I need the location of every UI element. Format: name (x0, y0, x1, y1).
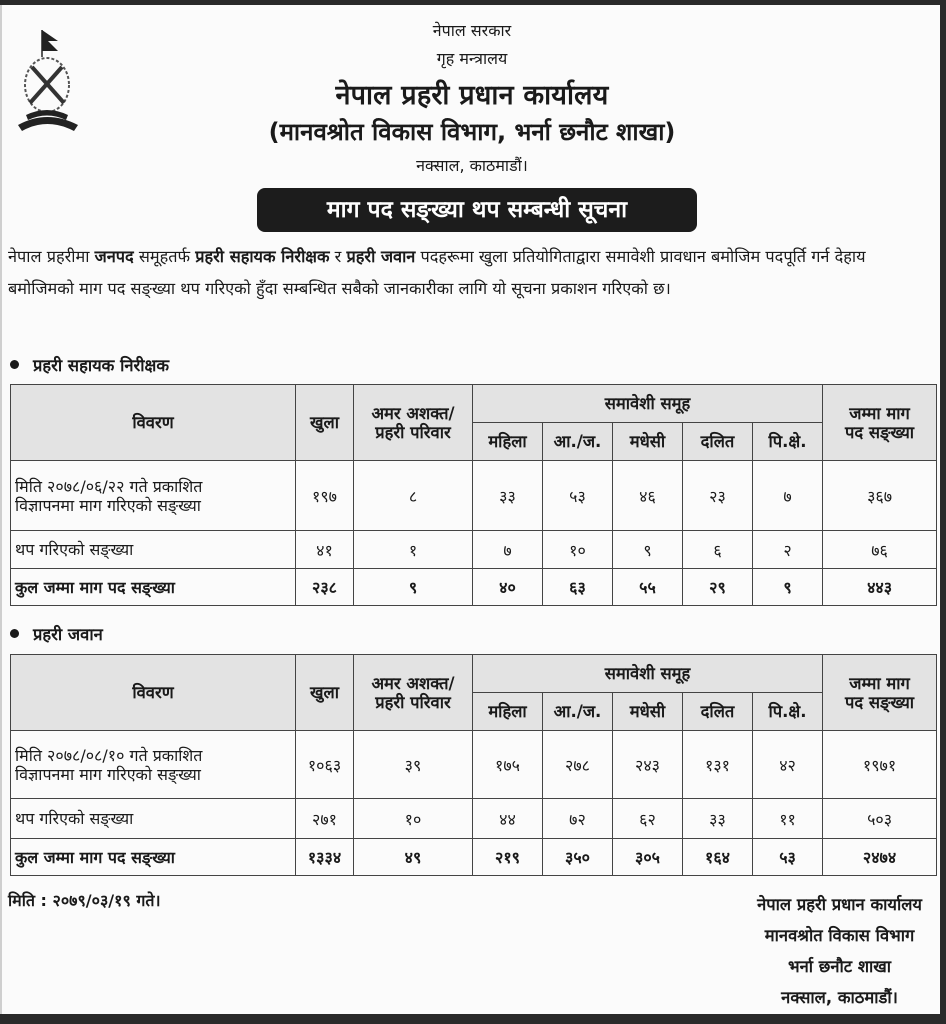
cell-backward-region: ११ (753, 799, 823, 839)
row-description-line1: मिति २०७८/०६/२२ गते प्रकाशित (15, 476, 203, 496)
cell-total: ४४३ (823, 569, 937, 606)
cell-dalit: १६४ (683, 839, 753, 876)
bullet-icon (10, 629, 19, 638)
notice-date: मिति : २०७९/०३/१९ गते। (8, 891, 161, 910)
cell-martyr: ४९ (354, 839, 473, 876)
cell-madhesi: ५५ (613, 569, 683, 606)
cell-backward-region: ७ (753, 461, 823, 531)
col-dalit: दलित (683, 693, 753, 731)
table-row (11, 531, 937, 569)
cell-backward-region: ४२ (753, 731, 823, 799)
cell-martyr: ९ (354, 569, 473, 606)
row-description-line2: विज्ञापनमा माग गरिएको सङ्ख्या (15, 495, 201, 515)
row-description: कुल जम्मा माग पद सङ्ख्या (11, 569, 296, 606)
cell-martyr: १ (354, 531, 473, 569)
cell-backward-region: २ (753, 531, 823, 569)
intro-bold: प्रहरी सहायक निरीक्षक (195, 247, 330, 266)
cell-madhesi: ४६ (613, 461, 683, 531)
row-description-line1: मिति २०७८/०८/१० गते प्रकाशित (15, 745, 203, 765)
cell-dalit: १३१ (683, 731, 753, 799)
cell-dalit: ३३ (683, 799, 753, 839)
department-name: (मानवश्रोत विकास विभाग, भर्ना छनौट शाखा) (268, 118, 676, 146)
cell-indigenous: १० (543, 531, 613, 569)
cell-total: ३६७ (823, 461, 937, 531)
cell-martyr: १० (354, 799, 473, 839)
cell-indigenous: ३५० (543, 839, 613, 876)
government-name: नेपाल सरकार (432, 21, 512, 40)
col-martyr (354, 385, 473, 461)
cell-women: १७५ (473, 731, 543, 799)
col-description: विवरण (11, 655, 296, 731)
cell-women: २१९ (473, 839, 543, 876)
row-description: थप गरिएको सङ्ख्या (11, 531, 296, 569)
col-total-line1: जम्मा माग (849, 673, 910, 693)
col-inclusive-group: समावेशी समूह (473, 385, 823, 423)
cell-open: ४१ (296, 531, 354, 569)
col-martyr-line1: अमर अशक्त/ (371, 403, 455, 423)
cell-backward-region: ९ (753, 569, 823, 606)
section-heading-asi (10, 353, 169, 376)
intro-bold: जनपद (94, 247, 134, 266)
intro-paragraph (8, 241, 936, 305)
col-martyr-line1: अमर अशक्त/ (371, 673, 455, 693)
cell-women: ४४ (473, 799, 543, 839)
intro-bold: प्रहरी जवान (346, 247, 416, 266)
table-row (11, 799, 937, 839)
cell-open: २३८ (296, 569, 354, 606)
signature-line: नक्साल, काठमाडौं। (781, 988, 898, 1007)
intro-text: पदहरूमा खुला प्रतियोगिताद्वारा समावेशी प्रावधान बमोजिम पदपूर्ति गर्न देहाय बमोजिमको माग पद सङ्ख्या थप गरिएको हुँदा सम्बन्धित सबैको जानकारीका लागि यो सूचना प्रकाशन गरिएको छ। (8, 247, 866, 298)
section-heading-text: प्रहरी जवान (33, 625, 103, 644)
office-address: नक्साल, काठमाडौं। (416, 156, 528, 175)
cell-women: ३३ (473, 461, 543, 531)
cell-open: २७१ (296, 799, 354, 839)
cell-madhesi: ९ (613, 531, 683, 569)
ministry-name: गृह मन्त्रालय (436, 49, 508, 68)
col-dalit: दलित (683, 423, 753, 461)
col-indigenous: आ./ज. (543, 693, 613, 731)
table-row-total (11, 569, 937, 606)
col-open: खुला (296, 385, 354, 461)
signature-line: भर्ना छनौट शाखा (787, 957, 892, 976)
col-madhesi: मधेसी (613, 423, 683, 461)
col-inclusive-group: समावेशी समूह (473, 655, 823, 693)
row-description (11, 731, 296, 799)
col-total-line2: पद सङ्ख्या (845, 422, 915, 442)
col-backward-region: पि.क्षे. (753, 423, 823, 461)
cell-indigenous: ५३ (543, 461, 613, 531)
col-open: खुला (296, 655, 354, 731)
col-backward-region: पि.क्षे. (753, 693, 823, 731)
cell-dalit: २९ (683, 569, 753, 606)
cell-indigenous: ७२ (543, 799, 613, 839)
col-martyr-line2: प्रहरी परिवार (375, 692, 451, 712)
cell-open: १३३४ (296, 839, 354, 876)
cell-total: ५०३ (823, 799, 937, 839)
notice-page (0, 5, 940, 1014)
table-row (11, 461, 937, 531)
cell-total: ७६ (823, 531, 937, 569)
table-asi (10, 384, 937, 606)
signature-line: नेपाल प्रहरी प्रधान कार्यालय (757, 895, 922, 914)
col-total-line1: जम्मा माग (849, 403, 910, 423)
cell-martyr: ३९ (354, 731, 473, 799)
col-indigenous: आ./ज. (543, 423, 613, 461)
cell-women: ४० (473, 569, 543, 606)
table-row-total (11, 839, 937, 876)
cell-open: १९७ (296, 461, 354, 531)
row-description: थप गरिएको सङ्ख्या (11, 799, 296, 839)
signature-block (757, 889, 922, 1013)
intro-text: समूहतर्फ (133, 247, 196, 266)
cell-women: ७ (473, 531, 543, 569)
bullet-icon (10, 360, 19, 369)
row-description-line2: विज्ञापनमा माग गरिएको सङ्ख्या (15, 764, 201, 784)
col-total (823, 385, 937, 461)
col-total-line2: पद सङ्ख्या (845, 692, 915, 712)
section-heading-text: प्रहरी सहायक निरीक्षक (33, 356, 170, 375)
cell-total: २४७४ (823, 839, 937, 876)
col-martyr (354, 655, 473, 731)
col-women: महिला (473, 423, 543, 461)
section-heading-constable (10, 622, 103, 645)
row-description: कुल जम्मा माग पद सङ्ख्या (11, 839, 296, 876)
cell-total: १९७१ (823, 731, 937, 799)
col-madhesi: मधेसी (613, 693, 683, 731)
cell-madhesi: ६२ (613, 799, 683, 839)
notice-title: माग पद सङ्ख्या थप सम्बन्धी सूचना (257, 188, 697, 232)
cell-madhesi: ३०५ (613, 839, 683, 876)
cell-dalit: ६ (683, 531, 753, 569)
office-name: नेपाल प्रहरी प्रधान कार्यालय (335, 80, 609, 111)
cell-indigenous: ६३ (543, 569, 613, 606)
intro-text: र (329, 247, 347, 266)
cell-open: १०६३ (296, 731, 354, 799)
col-total (823, 655, 937, 731)
cell-backward-region: ५३ (753, 839, 823, 876)
col-martyr-line2: प्रहरी परिवार (375, 422, 451, 442)
intro-text: नेपाल प्रहरीमा (8, 247, 95, 266)
cell-martyr: ८ (354, 461, 473, 531)
cell-indigenous: २७८ (543, 731, 613, 799)
table-row (11, 731, 937, 799)
row-description (11, 461, 296, 531)
cell-madhesi: २४३ (613, 731, 683, 799)
signature-line: मानवश्रोत विकास विभाग (764, 926, 915, 945)
cell-dalit: २३ (683, 461, 753, 531)
col-women: महिला (473, 693, 543, 731)
col-description: विवरण (11, 385, 296, 461)
table-constable (10, 654, 937, 876)
